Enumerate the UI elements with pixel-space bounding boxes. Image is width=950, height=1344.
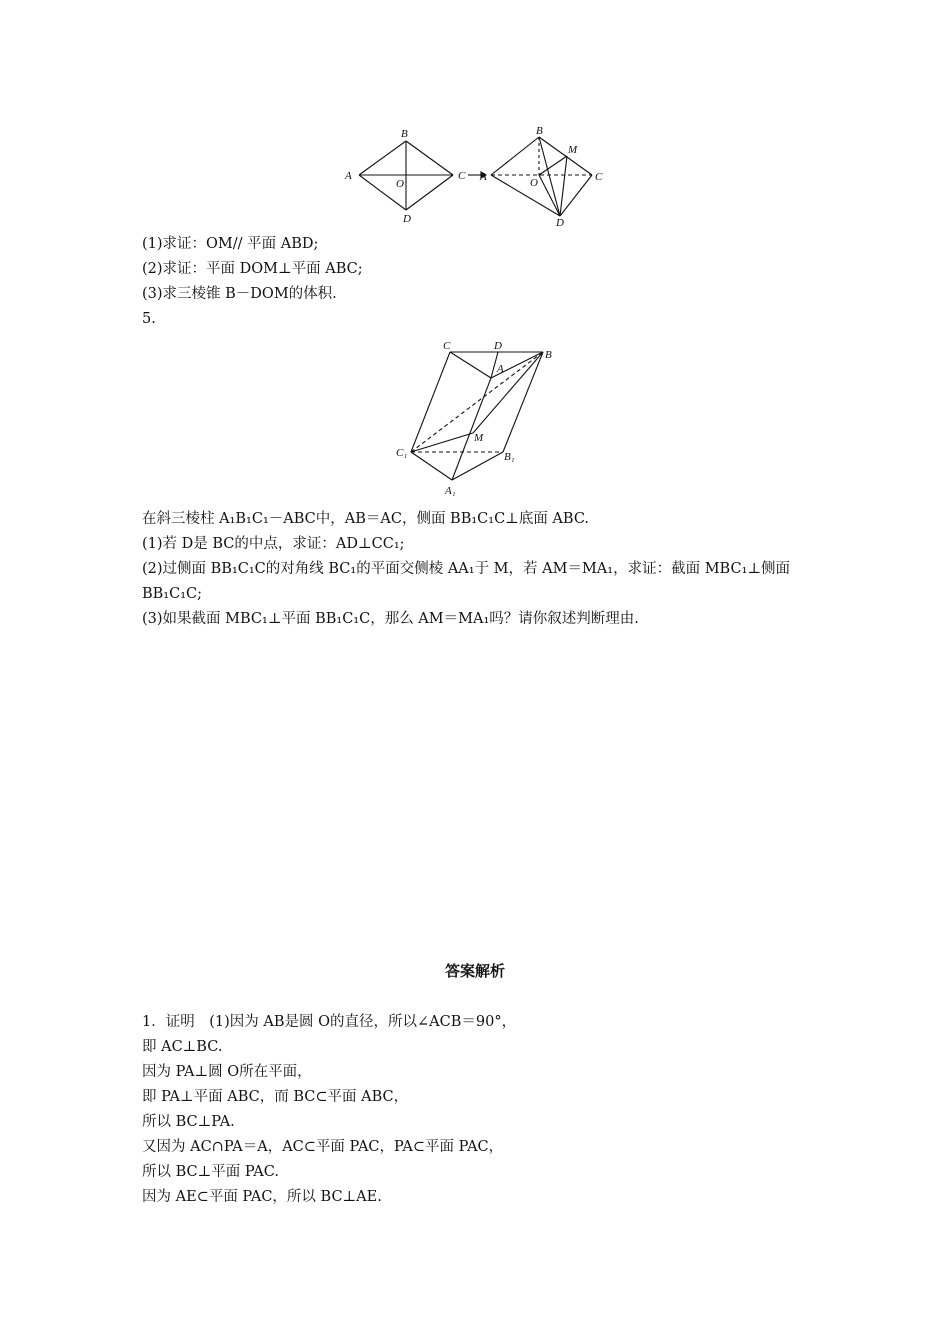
problem5-number: 5. xyxy=(142,311,156,327)
fig2-label-C: C xyxy=(443,340,451,352)
answers-title: 答案解析 xyxy=(444,962,505,980)
fig1-left-label-A: A xyxy=(345,170,352,182)
fig1-left-label-D: D xyxy=(403,213,411,225)
problem5-question-2-line2: BB₁C₁C; xyxy=(142,586,203,602)
answer-line: 因为 PA⊥圆 O所在平面， xyxy=(142,1064,312,1080)
answer-line: 又因为 AC∩PA＝A，AC⊂平面 PAC，PA⊂平面 PAC， xyxy=(142,1139,504,1155)
fig2-label-A: A xyxy=(497,363,504,375)
problem4-question-3: (3)求三棱锥 B－DOM的体积. xyxy=(142,286,337,302)
fig2-label-A1: A₁ xyxy=(445,485,456,497)
fig1-left-label-O: O xyxy=(396,178,404,190)
problem5-stem: 在斜三棱柱 A₁B₁C₁－ABC中，AB＝AC，侧面 BB₁C₁C⊥底面 ABC. xyxy=(142,511,590,527)
fig1-right-label-A: A xyxy=(480,171,487,183)
answer-line: 所以 BC⊥PA. xyxy=(142,1114,235,1130)
fig2-label-C1: C₁ xyxy=(396,447,408,459)
answer-line: 因为 AE⊂平面 PAC，所以 BC⊥AE. xyxy=(142,1189,382,1205)
fig1-right-label-O: O xyxy=(530,177,538,189)
rhombus-fold-figure xyxy=(340,122,610,230)
problem4-question-1: (1)求证：OM// 平面 ABD; xyxy=(142,236,319,252)
answer-line: 即 AC⊥BC. xyxy=(142,1039,223,1055)
fig1-left-label-C: C xyxy=(458,170,466,182)
fig2-label-B: B xyxy=(545,349,552,361)
problem5-question-3: (3)如果截面 MBC₁⊥平面 BB₁C₁C，那么 AM＝MA₁吗？请你叙述判断理由. xyxy=(142,611,639,627)
problem4-question-2: (2)求证：平面 DOM⊥平面 ABC; xyxy=(142,261,363,277)
fig2-label-D: D xyxy=(494,340,502,352)
oblique-prism-figure xyxy=(395,338,565,500)
fig1-right-label-D: D xyxy=(556,217,564,229)
fig1-left-label-B: B xyxy=(401,128,408,140)
fig1-right-label-B: B xyxy=(536,125,543,137)
problem5-question-2-line1: (2)过侧面 BB₁C₁C的对角线 BC₁的平面交侧棱 AA₁于 M，若 AM＝MA₁，求证：截面 MBC₁⊥侧面 xyxy=(142,561,791,577)
answer-line: 1．证明 (1)因为 AB是圆 O的直径，所以∠ACB＝90°， xyxy=(142,1014,517,1030)
problem5-question-1: (1)若 D是 BC的中点，求证：AD⊥CC₁; xyxy=(142,536,405,552)
answer-line: 即 PA⊥平面 ABC，而 BC⊂平面 ABC， xyxy=(142,1089,409,1105)
fig2-label-B1: B₁ xyxy=(504,451,515,463)
fig1-right-label-C: C xyxy=(595,171,603,183)
fig2-label-M: M xyxy=(474,432,484,444)
answer-line: 所以 BC⊥平面 PAC. xyxy=(142,1164,279,1180)
fig1-right-label-M: M xyxy=(568,144,578,156)
